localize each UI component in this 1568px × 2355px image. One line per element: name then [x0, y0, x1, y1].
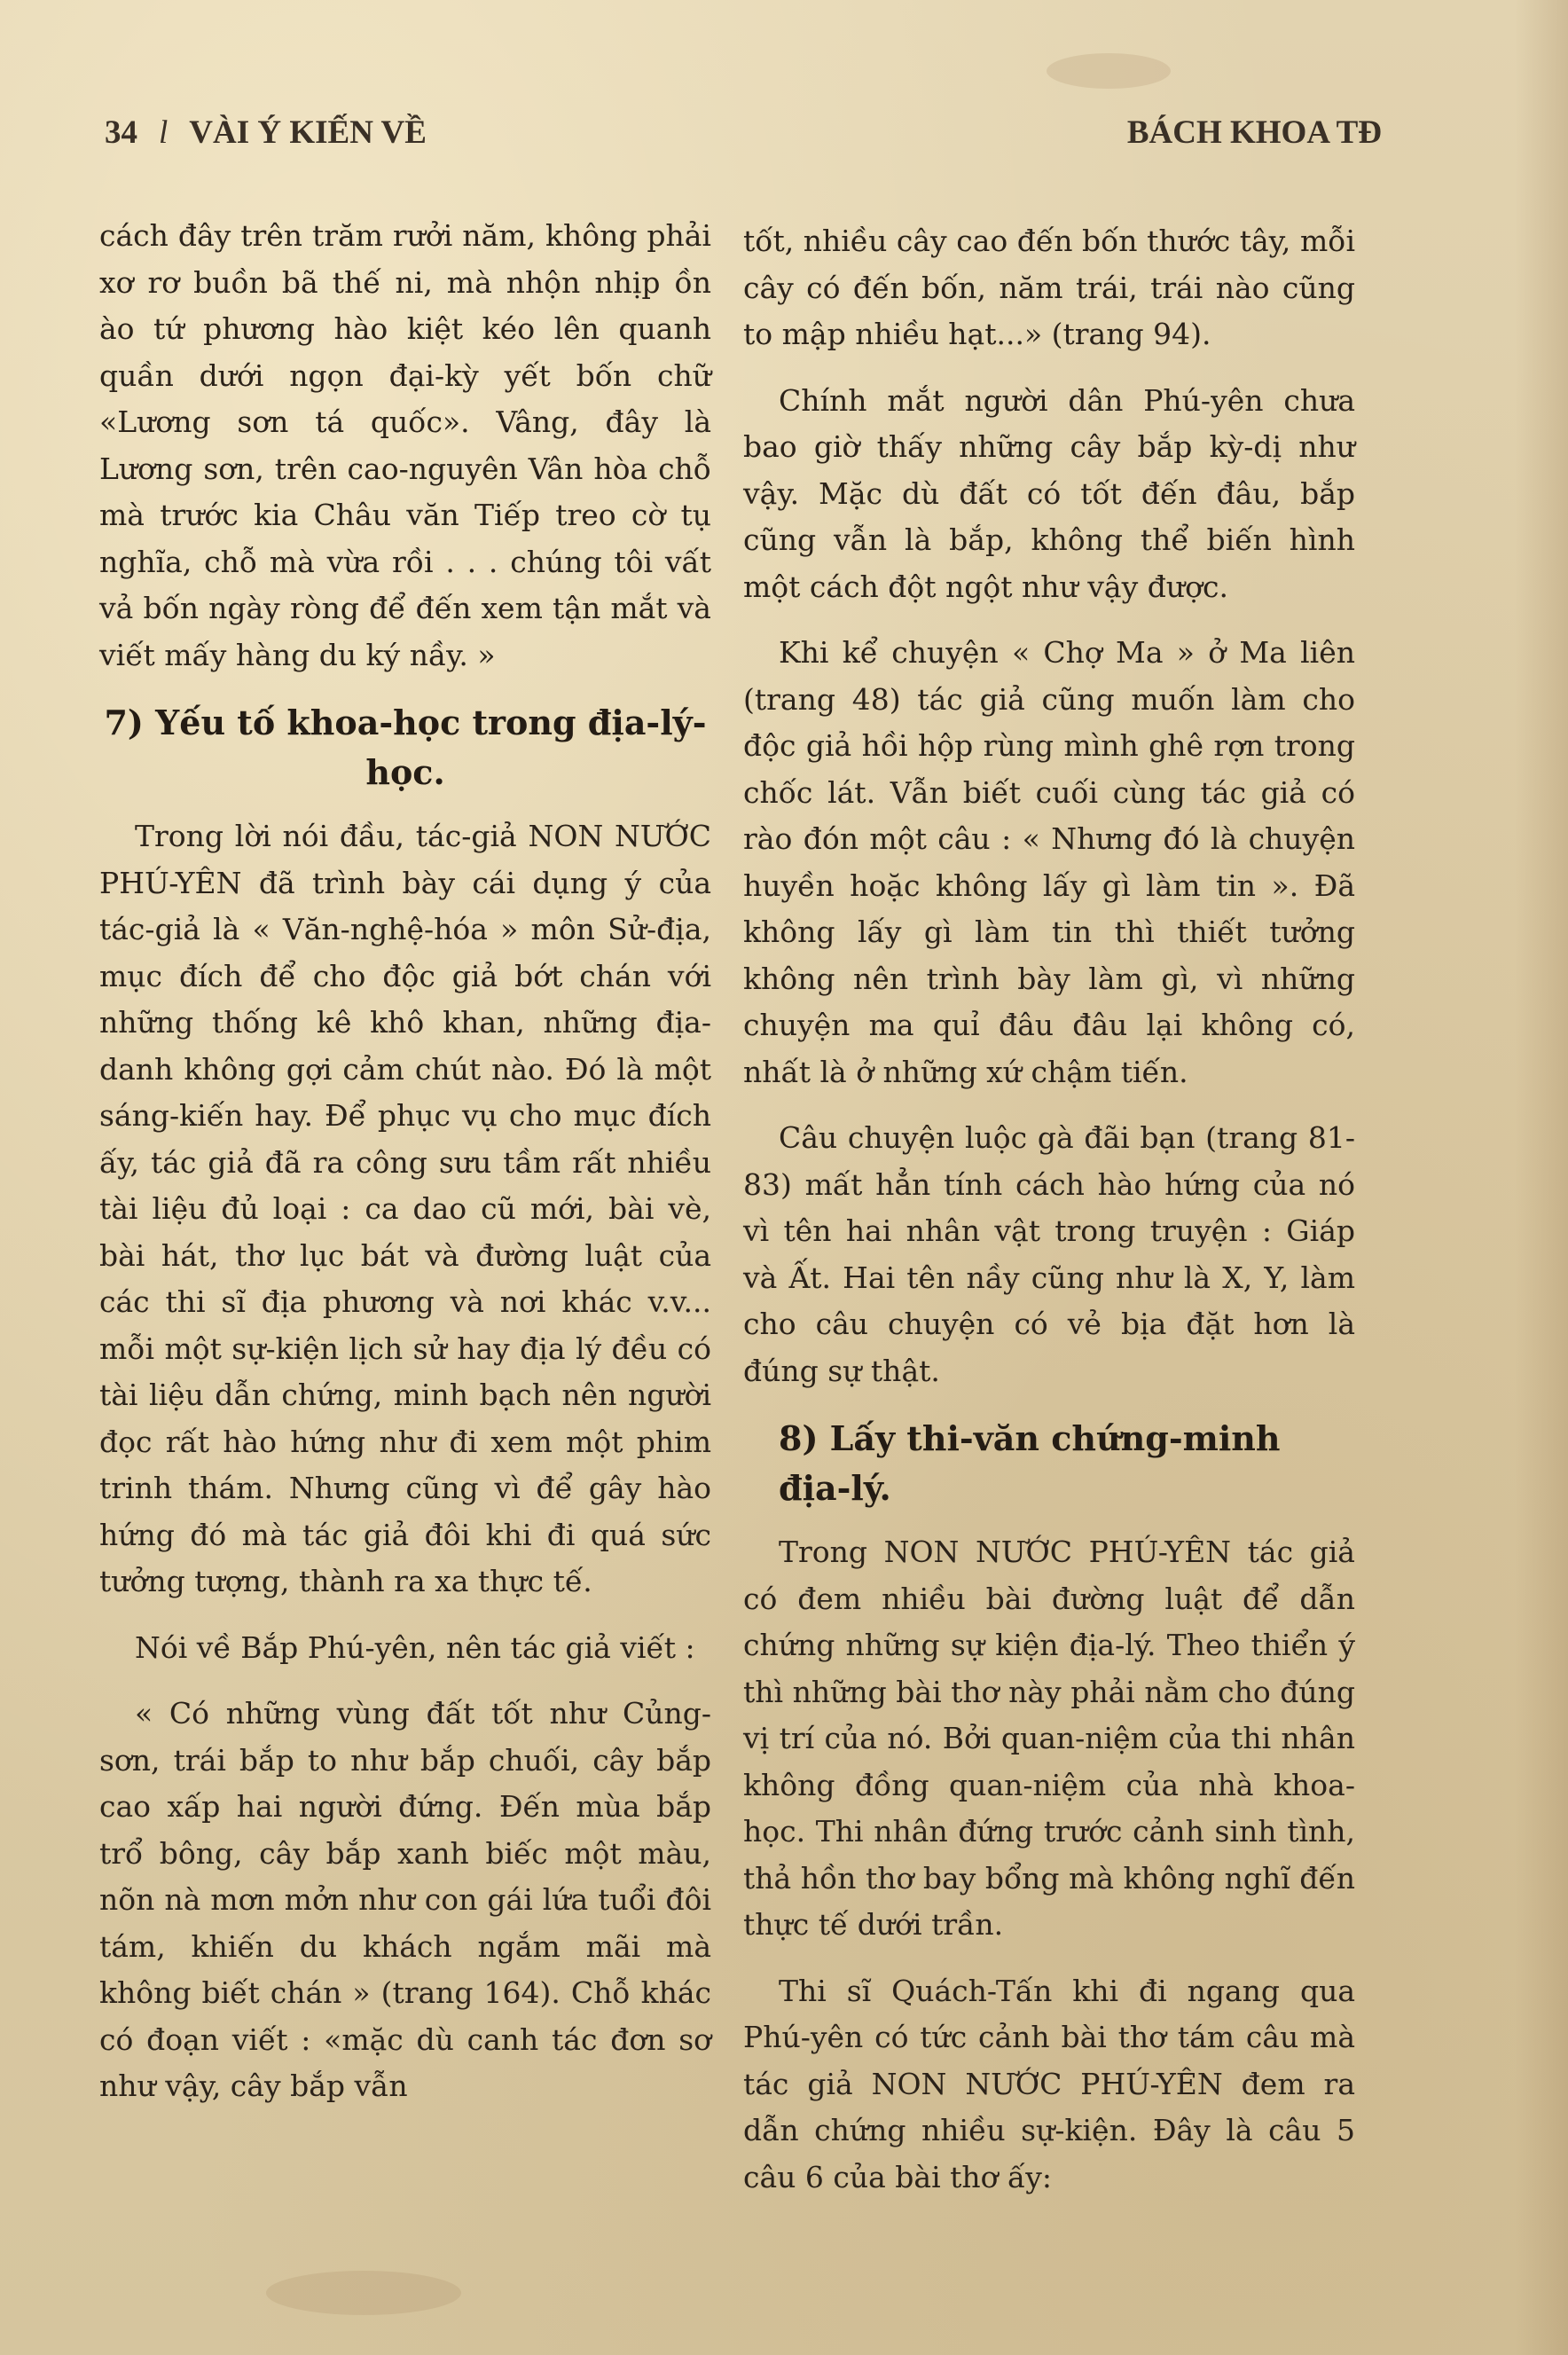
paragraph: Chính mắt người dân Phú-yên chưa bao giờ thấy những cây bắp kỳ-dị như vậy. Mặc dù đất có tốt đến đâu, bắp cũng vẫn là bắp, không thể biến hình một cách đột ngột như vậy được. [743, 382, 1355, 604]
paragraph: tốt, nhiều cây cao đến bốn thước tây, mỗi cây có đến bốn, năm trái, trái nào cũng to mập nhiều hạt...» (trang 94). [743, 224, 1355, 351]
paper-stain [266, 2271, 461, 2315]
paragraph: Câu chuyện luộc gà đãi bạn (trang 81-83) mất hẳn tính cách hào hứng của nó vì tên hai nhân vật trong truyện : Giáp và Ất. Hai tên nầy cũng như là X, Y, làm cho câu chuyện có vẻ bịa đặt hơn là đúng sự thật. [743, 1120, 1355, 1388]
right-column [743, 218, 1355, 2220]
paragraph: Trong lời nói đầu, tác-giả NON NƯỚC PHÚ-YÊN đã trình bày cái dụng ý của tác-giả là « Văn-nghệ-hóa » môn Sử-địa, mục đích để cho độc giả bớt chán với những thống kê khô khan, những địa-danh không gợi cảm chút nào. Đó là một sáng-kiến hay. Để phục vụ cho mục đích ấy, tác giả đã ra công sưu tầm rất nhiều tài liệu đủ loại : ca dao cũ mới, bài vè, bài hát, thơ lục bát và đường luật của các thi sĩ địa phương và nơi khác v.v... mỗi một sự-kiện lịch sử hay địa lý đều có tài liệu dẫn chứng, minh bạch nên người đọc rất hào hứng như đi xem một phim trinh thám. Nhưng cũng vì để gây hào hứng đó mà tác giả đôi khi đi quá sức tưởng tượng, thành ra xa thực tế. [99, 819, 711, 1598]
quotation: « Có những vùng đất tốt như Củng-sơn, trái bắp to như bắp chuối, cây bắp cao xấp hai người đứng. Đến mùa bắp trổ bông, cây bắp xanh biếc một màu, nõn nà mơn mởn như con gái lứa tuổi đôi tám, khiến du khách ngắm mãi mà không biết chán » (trang 164). Chỗ khác có đoạn viết : «mặc dù canh tác đơn sơ như vậy, cây bắp vẫn [99, 1696, 711, 2103]
header-left [105, 114, 427, 152]
paragraph: Khi kể chuyện « Chợ Ma » ở Ma liên (trang 48) tác giả cũng muốn làm cho độc giả hồi hộp rùng mình ghê rợn trong chốc lát. Vẫn biết cuối cùng tác giả có rào đón một câu : « Nhưng đó là chuyện huyền hoặc không lấy gì làm tin ». Đã không lấy gì làm tin thì thiết tưởng không nên trình bày làm gì, vì những chuyện ma quỉ đâu đâu lại không có, nhất là ở những xứ chậm tiến. [743, 635, 1355, 1089]
page-header [105, 114, 1382, 167]
page-number: 34 [105, 114, 137, 151]
page-edge-shadow [1515, 0, 1568, 2355]
paragraph: Trong NON NƯỚC PHÚ-YÊN tác giả có đem nhiều bài đường luật để dẫn chứng những sự kiện địa-lý. Theo thiển ý thì những bài thơ này phải nằm cho đúng vị trí của nó. Bởi quan-niệm của thi nhân không đồng quan-niệm của nhà khoa-học. Thi nhân đứng trước cảnh sinh tình, thả hồn thơ bay bổng mà không nghĩ đến thực tế dưới trần. [743, 1535, 1355, 1942]
paragraph: Nói về Bắp Phú-yên, nên tác giả viết : [135, 1629, 695, 1665]
paragraph: cách đây trên trăm rưởi năm, không phải xơ rơ buồn bã thế ni, mà nhộn nhịp ồn ào tứ phương hào kiệt kéo lên quanh quần dưới ngọn đại-kỳ yết bốn chữ «Lương sơn tá quốc». Vâng, đây là Lương sơn, trên cao-nguyên Vân hòa chỗ mà trước kia Châu văn Tiếp treo cờ tụ nghĩa, chỗ mà vừa rồi . . . chúng tôi vất vả bốn ngày ròng để đến xem tận mắt và viết mấy hàng du ký nầy. » [99, 218, 711, 672]
header-separator: l [159, 114, 169, 151]
paragraph: Thi sĩ Quách-Tấn khi đi ngang qua Phú-yên có tức cảnh bài thơ tám câu mà tác giả NON NƯỚC PHÚ-YÊN đem ra dẫn chứng nhiều sự-kiện. Đây là câu 5 câu 6 của bài thơ ấy: [743, 1973, 1355, 2194]
section-heading-7: 7) Yếu tố khoa-học trong địa-lý-học. [104, 703, 707, 792]
paper-stain [1047, 53, 1171, 89]
running-title: VÀI Ý KIẾN VỀ [189, 114, 427, 151]
left-column [99, 213, 711, 2130]
section-heading-8: 8) Lấy thi-văn chứng-minh địa-lý. [779, 1418, 1281, 1508]
magazine-title: BÁCH KHOA TĐ [1126, 114, 1382, 151]
